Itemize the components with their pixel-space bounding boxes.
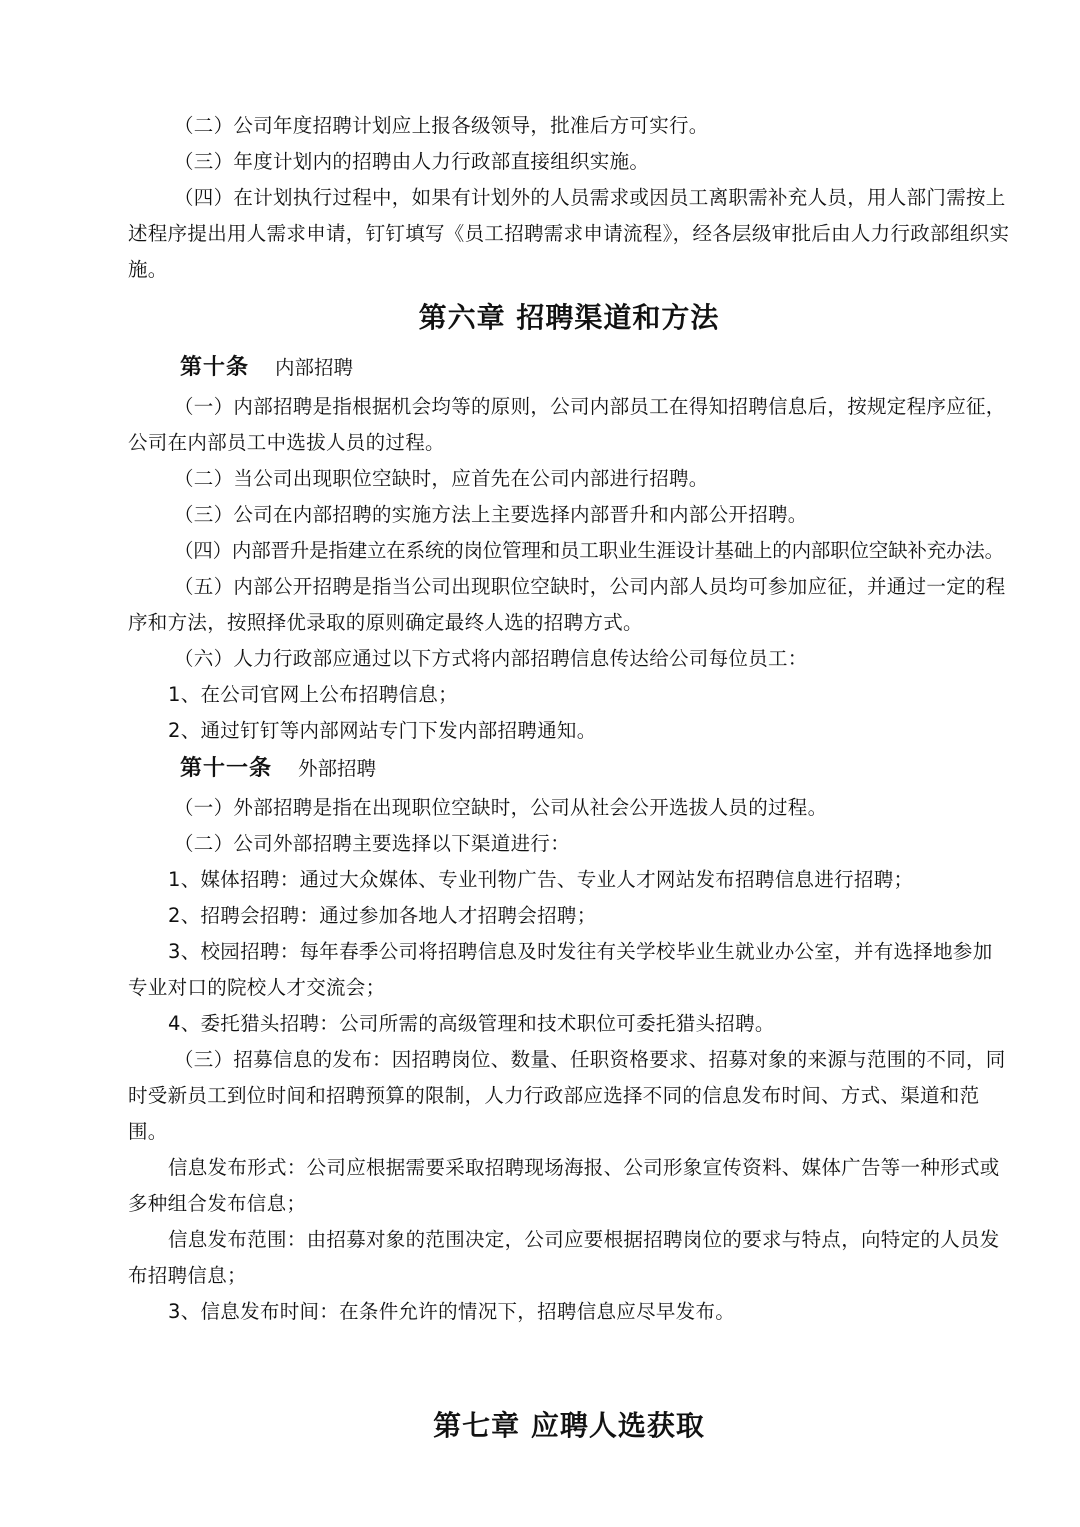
paragraph: （二）当公司出现职位空缺时，应首先在公司内部进行招聘。 <box>174 467 709 490</box>
paragraph: （四）在计划执行过程中，如果有计划外的人员需求或因员工离职需补充人员，用人部门需按上述程序提出用人需求申请，钉钉填写《员工招聘需求申请流程》，经各层级审批后由人力行政部组织实施。 <box>128 186 1010 281</box>
paragraph: （三）年度计划内的招聘由人力行政部直接组织实施。 <box>174 150 650 173</box>
article-number: 第十一条 <box>180 756 273 781</box>
article-heading <box>128 348 1010 389</box>
paragraph: （一）外部招聘是指在出现职位空缺时，公司从社会公开选拔人员的过程。 <box>174 796 828 819</box>
paragraph: 信息发布形式：公司应根据需要采取招聘现场海报、公司形象宣传资料、媒体广告等一种形式或多种组合发布信息； <box>128 1156 1000 1215</box>
list-item: 4、委托猎头招聘：公司所需的高级管理和技术职位可委托猎头招聘。 <box>168 1012 775 1035</box>
document-page <box>128 108 1010 1446</box>
paragraph: （四）内部晋升是指建立在系统的岗位管理和员工职业生涯设计基础上的内部职位空缺补充办法。 <box>174 539 1004 562</box>
list-item: 2、招聘会招聘：通过参加各地人才招聘会招聘； <box>168 904 597 927</box>
list-item: 3、校园招聘：每年春季公司将招聘信息及时发往有关学校毕业生就业办公室，并有选择地参加专业对口的院校人才交流会； <box>128 940 993 999</box>
chapter-title: 第六章 招聘渠道和方法 <box>418 301 720 334</box>
list-item: 3、信息发布时间：在条件允许的情况下，招聘信息应尽早发布。 <box>168 1300 736 1323</box>
paragraph: （二）公司年度招聘计划应上报各级领导，批准后方可实行。 <box>174 114 709 137</box>
paragraph: （二）公司外部招聘主要选择以下渠道进行： <box>174 832 571 855</box>
article-title: 外部招聘 <box>298 757 377 780</box>
paragraph: （六）人力行政部应通过以下方式将内部招聘信息传达给公司每位员工： <box>174 647 808 670</box>
list-item: 1、媒体招聘：通过大众媒体、专业刊物广告、专业人才网站发布招聘信息进行招聘； <box>168 868 914 891</box>
paragraph: （三）招募信息的发布：因招聘岗位、数量、任职资格要求、招募对象的来源与范围的不同，同时受新员工到位时间和招聘预算的限制，人力行政部应选择不同的信息发布时间、方式、渠道和范围。 <box>128 1048 1006 1143</box>
article-number: 第十条 <box>180 355 250 380</box>
article-heading <box>128 749 1010 790</box>
paragraph: （一）内部招聘是指根据机会均等的原则，公司内部员工在得知招聘信息后，按规定程序应征，公司在内部员工中选拔人员的过程。 <box>128 395 1006 454</box>
list-item: 2、通过钉钉等内部网站专门下发内部招聘通知。 <box>168 719 597 742</box>
paragraph: 信息发布范围：由招募对象的范围决定，公司应要根据招聘岗位的要求与特点，向特定的人员发布招聘信息； <box>128 1228 1000 1287</box>
list-item: 1、在公司官网上公布招聘信息； <box>168 683 458 706</box>
paragraph: （五）内部公开招聘是指当公司出现职位空缺时，公司内部人员均可参加应征，并通过一定的程序和方法，按照择优录取的原则确定最终人选的招聘方式。 <box>128 575 1006 634</box>
paragraph: （三）公司在内部招聘的实施方法上主要选择内部晋升和内部公开招聘。 <box>174 503 808 526</box>
chapter-title: 第七章 应聘人选获取 <box>433 1409 705 1442</box>
article-title: 内部招聘 <box>275 356 354 379</box>
